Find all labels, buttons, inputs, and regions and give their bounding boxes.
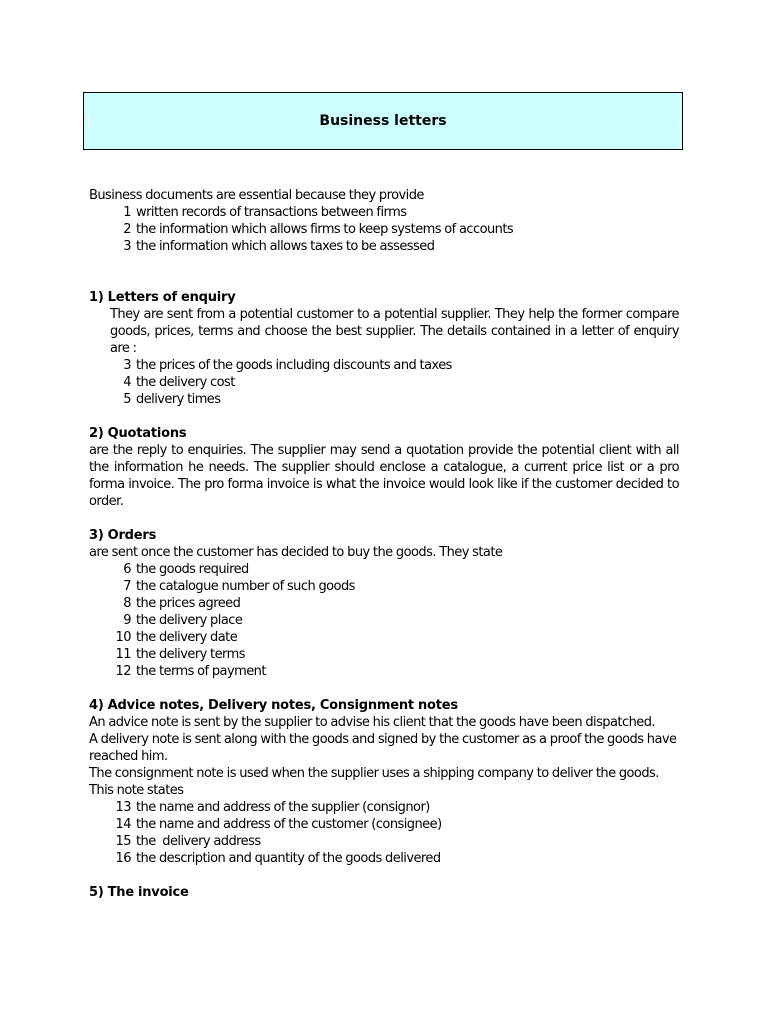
section-heading-invoice: 5) The invoice <box>89 885 189 900</box>
list-text: the name and address of the supplier (consignor) <box>136 800 430 815</box>
section-paragraph: They are sent from a potential customer to a potential supplier. They help the former compare goods, prices, terms and choose the best supplier. The details contained in a letter of enquiry are : <box>110 307 679 356</box>
list-text: the information which allows taxes to be assessed <box>136 239 435 254</box>
list-text: the delivery address <box>136 834 261 849</box>
intro-text: Business documents are essential because they provide <box>89 188 424 203</box>
section-paragraph: are the reply to enquiries. The supplier may send a quotation provide the potential client with all the information he needs. The supplier should enclose a catalogue, a current price list or a pro forma invoice. The pro forma invoice is what the invoice would look like if the customer decided to order. <box>89 443 679 509</box>
list-number: 8 <box>123 596 131 611</box>
list-item <box>89 612 679 629</box>
list-text: the goods required <box>136 562 249 577</box>
list-text: the terms of payment <box>136 664 266 679</box>
list-number: 15 <box>115 834 131 849</box>
list-item <box>89 374 679 391</box>
list-item <box>89 221 679 238</box>
list-number: 4 <box>123 375 131 390</box>
list-item <box>89 799 679 816</box>
section-list <box>89 357 679 408</box>
list-item <box>89 238 679 255</box>
list-text: the prices agreed <box>136 596 241 611</box>
list-number: 2 <box>123 222 131 237</box>
list-text: the delivery terms <box>136 647 245 662</box>
list-text: the name and address of the customer (consignee) <box>136 817 442 832</box>
list-text: delivery times <box>136 392 221 407</box>
list-number: 1 <box>123 205 131 220</box>
list-text: the catalogue number of such goods <box>136 579 355 594</box>
list-item <box>89 357 679 374</box>
document-body <box>89 187 679 901</box>
section-paragraph: An advice note is sent by the supplier to advise his client that the goods have been dispatched. <box>89 715 655 730</box>
list-item <box>89 578 679 595</box>
list-number: 16 <box>115 851 131 866</box>
list-item <box>89 561 679 578</box>
list-number: 5 <box>123 392 131 407</box>
list-item <box>89 629 679 646</box>
list-item <box>89 663 679 680</box>
list-text: written records of transactions between firms <box>136 205 407 220</box>
list-number: 6 <box>123 562 131 577</box>
list-text: the description and quantity of the goods delivered <box>136 851 441 866</box>
title-box-marker <box>677 114 678 127</box>
list-number: 3 <box>123 239 131 254</box>
section-paragraph: A delivery note is sent along with the goods and signed by the customer as a proof the goods have reached him. <box>89 732 677 764</box>
list-text: the delivery place <box>136 613 243 628</box>
list-number: 14 <box>115 817 131 832</box>
section-list <box>89 799 679 867</box>
list-text: the delivery date <box>136 630 238 645</box>
list-number: 10 <box>115 630 131 645</box>
title-box <box>83 92 683 150</box>
list-item <box>89 850 679 867</box>
list-number: 12 <box>115 664 131 679</box>
section-heading-letters-of-enquiry: 1) Letters of enquiry <box>89 290 236 305</box>
section-paragraph: The consignment note is used when the supplier uses a shipping company to deliver the goods. This note states <box>89 766 659 798</box>
list-item <box>89 595 679 612</box>
list-item <box>89 646 679 663</box>
section-paragraph: are sent once the customer has decided to buy the goods. They state <box>89 545 503 560</box>
section-heading-orders: 3) Orders <box>89 528 157 543</box>
list-number: 11 <box>115 647 131 662</box>
list-text: the delivery cost <box>136 375 235 390</box>
list-item <box>89 816 679 833</box>
list-item <box>89 833 679 850</box>
document-title: Business letters <box>319 113 447 129</box>
list-item <box>89 204 679 221</box>
list-text: the information which allows firms to keep systems of accounts <box>136 222 514 237</box>
title-box-marker <box>88 114 89 127</box>
list-number: 13 <box>115 800 131 815</box>
section-heading-quotations: 2) Quotations <box>89 426 187 441</box>
section-list <box>89 561 679 680</box>
intro-list <box>89 204 679 255</box>
list-number: 7 <box>123 579 131 594</box>
list-item <box>89 391 679 408</box>
section-heading-advice-notes: 4) Advice notes, Delivery notes, Consignment notes <box>89 698 458 713</box>
list-number: 3 <box>123 358 131 373</box>
list-number: 9 <box>123 613 131 628</box>
list-text: the prices of the goods including discounts and taxes <box>136 358 452 373</box>
